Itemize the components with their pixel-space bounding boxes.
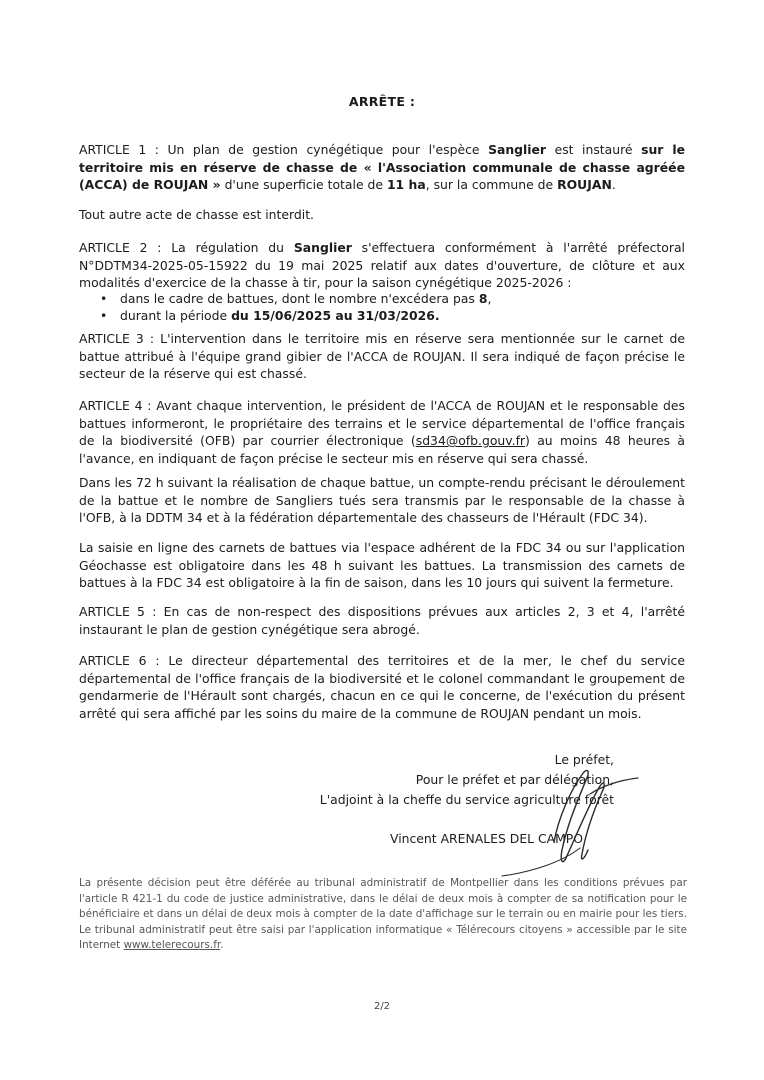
email-link[interactable]: sd34@ofb.gouv.fr xyxy=(415,433,526,449)
article-2-list xyxy=(79,291,685,324)
article-2-text-2: s'effectuera conformément à l'arrêté préfectoral N°DDTM34-2025-05-15922 du 19 mai 2025 relatif aux dates d'ouverture, de clôture et aux modalités d'exercice de la chasse à tir, pour la saison cynégétique 2025-2026 : xyxy=(79,240,686,291)
article-1-text-4: , sur la commune de xyxy=(425,177,558,193)
article-3: ARTICLE 3 : L'intervention dans le territoire mis en réserve sera mentionnée sur le carnet de battue attribué à l'équipe grand gibier de l'ACCA de ROUJAN. Il sera indiqué de façon précise le secteur de la réserve qui est chassé. xyxy=(79,331,685,382)
appeal-notice-text: La présente décision peut être déférée au tribunal administratif de Montpellier dans les conditions prévues par l'article R 421-1 du code de justice administrative, dans le délai de deux mois à compter de sa notification pour le bénéficiaire et dans un délai de deux mois à compter de la date d'affichage sur le terrain ou en mairie pour les tiers. Le tribunal administratif peut être saisi par l'application informatique « Télérecours citoyens » accessible par le site Internet xyxy=(79,877,687,952)
hunting-forbidden-note: Tout autre acte de chasse est interdit. xyxy=(79,207,314,222)
signature-line-2: Pour le préfet et par délégation, xyxy=(415,772,614,787)
appeal-notice xyxy=(79,876,687,954)
online-entry-paragraph: La saisie en ligne des carnets de battues via l'espace adhérent de la FDC 34 ou sur l'application Géochasse est obligatoire dans les 48 h suivant les battues. La transmission des carnets de battues à la FDC 34 est obligatoire à la fin de saison, dans les 10 jours qui suivent la fermeture. xyxy=(79,540,685,591)
article-1-text-3: d'une superficie totale de xyxy=(220,177,387,193)
article-4-text-2: ) au moins 48 heures à l'avance, en indiquant de façon précise le secteur mis en réserve qui sera chassé. xyxy=(79,433,685,466)
bullet-2-bold: du 15/06/2025 au 31/03/2026. xyxy=(231,307,440,323)
signature-line-3: L'adjoint à la cheffe du service agriculture forêt xyxy=(319,792,614,807)
article-1 xyxy=(79,141,685,194)
article-1-commune: ROUJAN xyxy=(557,177,612,193)
appeal-notice-end: . xyxy=(220,939,224,952)
article-4 xyxy=(79,397,685,467)
list-item xyxy=(79,291,685,308)
bullet-1-end: , xyxy=(487,291,492,306)
article-1-label: ARTICLE 1 : xyxy=(79,142,159,157)
article-1-area: 11 ha xyxy=(386,177,426,193)
article-4-text-1: Avant chaque intervention, le président de l'ACCA de ROUJAN et le responsable des battues informeront, le propriétaire des terrains et le service départemental de l'office français de la biodiversité (OFB) par courrier électronique ( xyxy=(79,398,685,449)
article-5: ARTICLE 5 : En cas de non-respect des dispositions prévues aux articles 2, 3 et 4, l'arrêté instaurant le plan de gestion cynégétique sera abrogé. xyxy=(79,604,685,637)
article-6: ARTICLE 6 : Le directeur départemental des territoires et de la mer, le chef du service départemental de l'office français de la biodiversité et le colonel commandant le groupement de gendarmerie de l'Hérault sont chargés, chacun en ce qui le concerne, de l'exécution du présent arrêté qui sera affiché par les soins du maire de la commune de ROUJAN pendant un mois. xyxy=(79,653,685,721)
bullet-2-text: durant la période xyxy=(120,307,232,323)
bullet-1-text: dans le cadre de battues, dont le nombre n'excédera pas xyxy=(120,291,479,306)
article-1-text-2: est instauré xyxy=(546,142,642,157)
article-4-label: ARTICLE 4 : xyxy=(79,398,152,413)
article-1-species: Sanglier xyxy=(488,142,547,157)
list-item xyxy=(79,308,685,325)
article-2-species: Sanglier xyxy=(293,240,352,255)
handwritten-signature xyxy=(462,750,652,880)
article-2 xyxy=(79,239,685,292)
report-paragraph: Dans les 72 h suivant la réalisation de chaque battue, un compte-rendu précisant le déroulement de la battue et le nombre de Sangliers tués sera transmis par le responsable de la chasse à l'OFB, à la DDTM 34 et à la fédération départementale des chasseurs de l'Hérault (FDC 34). xyxy=(79,475,685,526)
bullet-1-bold: 8 xyxy=(478,291,488,306)
page-number: 2/2 xyxy=(373,1001,391,1012)
decree-title: ARRÊTE : xyxy=(348,94,416,109)
signatory-name: Vincent ARENALES DEL CAMPO xyxy=(390,831,584,846)
article-2-text-1: La régulation du xyxy=(161,240,294,255)
article-1-text-1: Un plan de gestion cynégétique pour l'espèce xyxy=(158,142,489,157)
article-1-text-5: . xyxy=(611,177,616,193)
article-2-label: ARTICLE 2 : xyxy=(79,240,162,255)
signature-line-1: Le préfet, xyxy=(554,752,614,767)
telerecours-link[interactable]: www.telerecours.fr xyxy=(123,939,221,952)
article-1-territory: sur le territoire mis en réserve de chasse de « l'Association communale de chasse agréée (ACCA) de ROUJAN » xyxy=(79,142,685,193)
